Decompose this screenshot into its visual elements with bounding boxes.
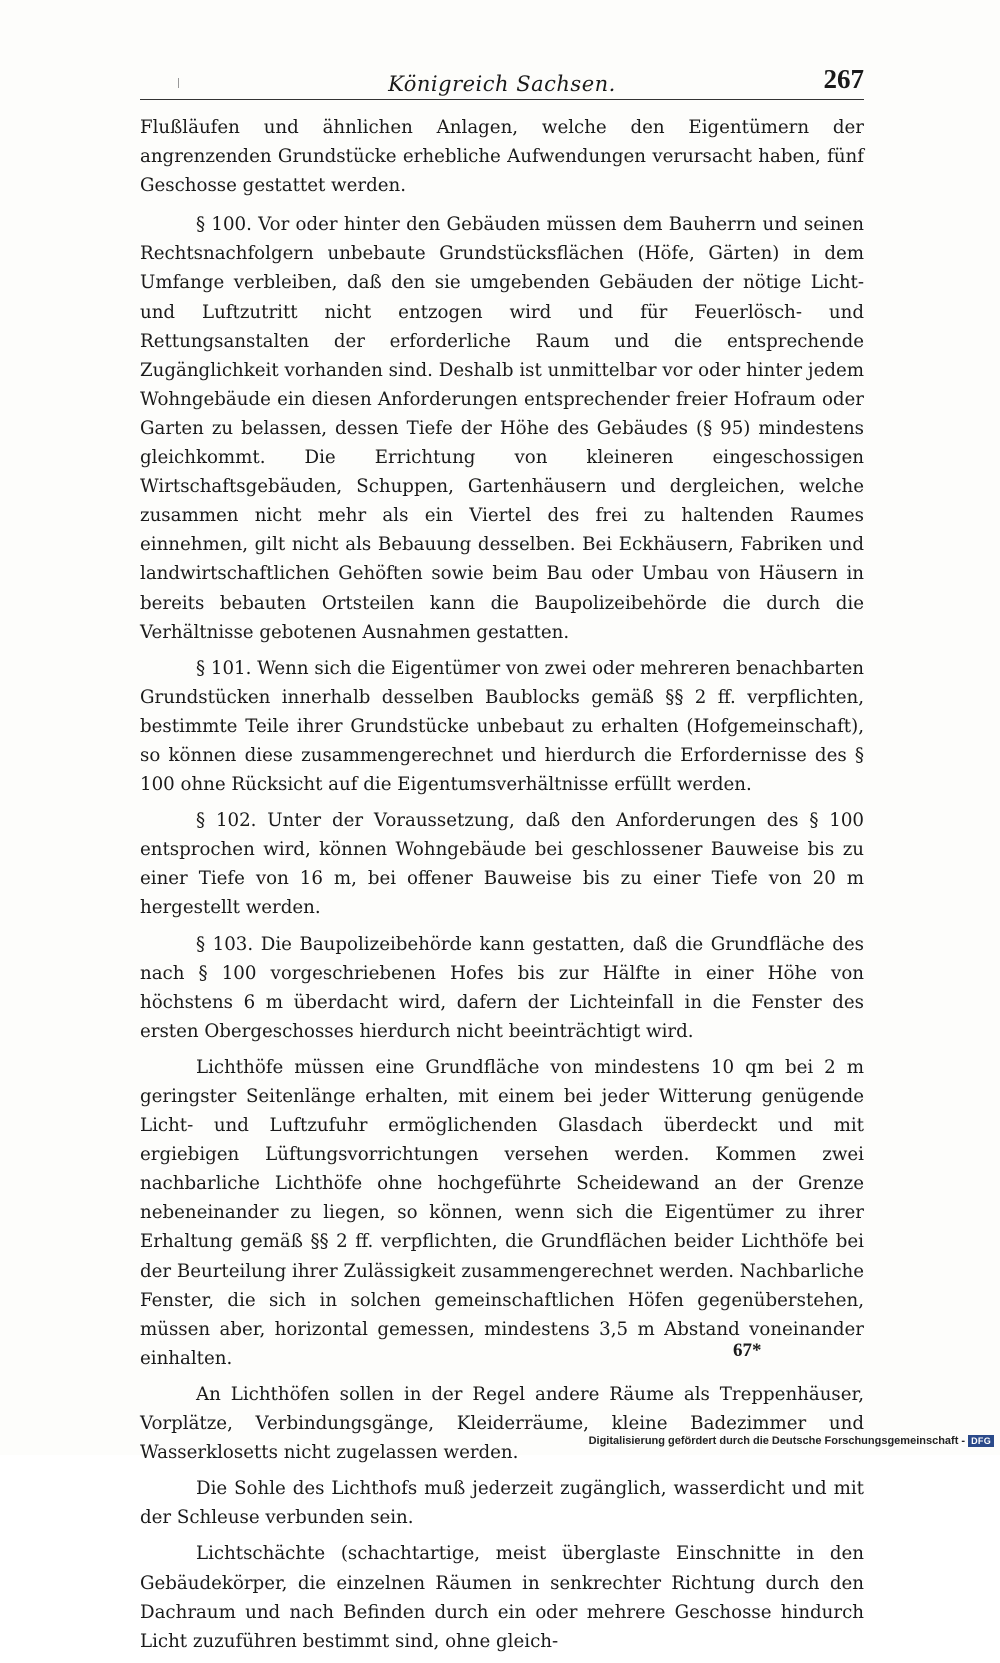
body-text xyxy=(140,113,864,1663)
paragraph-section-103: § 103. Die Baupolizeibehörde kann gestatten, daß die Grundfläche des nach § 100 vorgeschriebenen Hofes bis zur Hälfte in einer Höhe von höchstens 6 m überdacht wird, dafern der Lichteinfall in die Fenster des ersten Obergeschosses hierdurch nicht beeinträchtigt wird. xyxy=(140,933,864,1042)
printer-signature: 67* xyxy=(733,1340,762,1361)
paragraph-raeume: An Lichthöfen sollen in der Regel andere Räume als Treppenhäuser, Vorplätze, Verbindungsgänge, Kleiderräume, kleine Badezimmer und Wasserklosetts nicht zugelassen werden. xyxy=(140,1383,864,1464)
paragraph-section-102: § 102. Unter der Voraussetzung, daß den Anforderungen des § 100 entsprochen wird, können Wohngebäude bei geschlossener Bauweise bis zu einer Tiefe von 16 m, bei offener Bauweise bis zu einer Tiefe von 20 m hergestellt werden. xyxy=(140,810,864,919)
paragraph-section-101: § 101. Wenn sich die Eigentümer von zwei oder mehreren benachbarten Grundstücken innerhalb desselben Baublocks gemäß §§ 2 ff. verpflichten, bestimmte Teile ihrer Grundstücke unbebaut zu erhalten (Hofgemeinschaft), so können diese zusammengerechnet und hierdurch die Erfordernisse des § 100 ohne Rücksicht auf die Eigentumsverhältnisse erfüllt werden. xyxy=(140,657,864,796)
page-header xyxy=(140,62,864,102)
digitization-footer xyxy=(589,1433,994,1449)
paragraph-sohle: Die Sohle des Lichthofs muß jederzeit zugänglich, wasserdicht und mit der Schleuse verbunden sein. xyxy=(140,1478,864,1529)
paragraph-section-100: § 100. Vor oder hinter den Gebäuden müssen dem Bauherrn und seinen Rechtsnachfolgern unbebaute Grundstücksflächen (Höfe, Gärten) in dem Umfange verbleiben, daß den sie umgebenden Gebäuden der nötige Licht- und Luftzutritt nicht entzogen wird und für Feuerlösch- und Rettungsanstalten der erforderliche Raum und die entsprechende Zugänglichkeit vorhanden sind. Deshalb ist unmittelbar vor oder hinter jedem Wohngebäude ein diesen Anforderungen entsprechender freier Hofraum oder Garten zu belassen, dessen Tiefe der Höhe des Gebäudes (§ 95) mindestens gleichkommt. Die Errichtung von kleineren eingeschossigen Wirtschaftsgebäuden, Schuppen, Gartenhäusern und dergleichen, welche zusammen nicht mehr als ein Viertel des frei zu haltenden Raumes einnehmen, gilt nicht als Bebauung desselben. Bei Eckhäusern, Fabriken und landwirtschaftlichen Gehöften sowie beim Bau oder Umbau von Häusern in bereits bebauten Ortsteilen kann die Baupolizeibehörde die durch die Verhältnisse gebotenen Ausnahmen gestatten. xyxy=(140,214,864,643)
paragraph-lichtschaechte: Lichtschächte (schachtartige, meist überglaste Einschnitte in den Gebäudekörper, die einzelnen Räumen in senkrechter Richtung durch den Dachraum und nach Befinden durch ein oder mehrere Geschosse hindurch Licht zuzuführen bestimmt sind, ohne gleich- xyxy=(140,1543,864,1652)
paragraph-continuation: Flußläufen und ähnlichen Anlagen, welche den Eigentümern der angrenzenden Grundstücke erhebliche Aufwendungen verursacht haben, fünf Geschosse gestattet werden. xyxy=(140,117,864,197)
dfg-logo: DFG xyxy=(968,1435,994,1447)
page-number: 267 xyxy=(823,64,864,94)
paragraph-lichthoefe: Lichthöfe müssen eine Grundfläche von mindestens 10 qm bei 2 m geringster Seitenlänge erhalten, mit einem bei jeder Witterung genügende Licht- und Luftzufuhr ermöglichenden Glasdach überdeckt und mit ergiebigen Lüftungsvorrichtungen versehen werden. Kommen zwei nachbarliche Lichthöfe ohne hochgeführte Scheidewand an der Grenze nebeneinander zu liegen, so können, wenn sich die Eigentümer zu ihrer Erhaltung gemäß §§ 2 ff. verpflichten, die Grundflächen beider Lichthöfe bei der Beurteilung ihrer Zulässigkeit zusammengerechnet werden. Nachbarliche Fenster, die sich in solchen gemeinschaftlichen Höfen gegenüberstehen, müssen aber, horizontal gemessen, mindestens 3,5 m Abstand voneinander einhalten. xyxy=(140,1056,864,1369)
running-head: Königreich Sachsen. xyxy=(388,72,616,96)
footer-text: Digitalisierung gefördert durch die Deutsche Forschungsgemeinschaft - xyxy=(588,1435,966,1447)
header-rule xyxy=(140,99,864,100)
